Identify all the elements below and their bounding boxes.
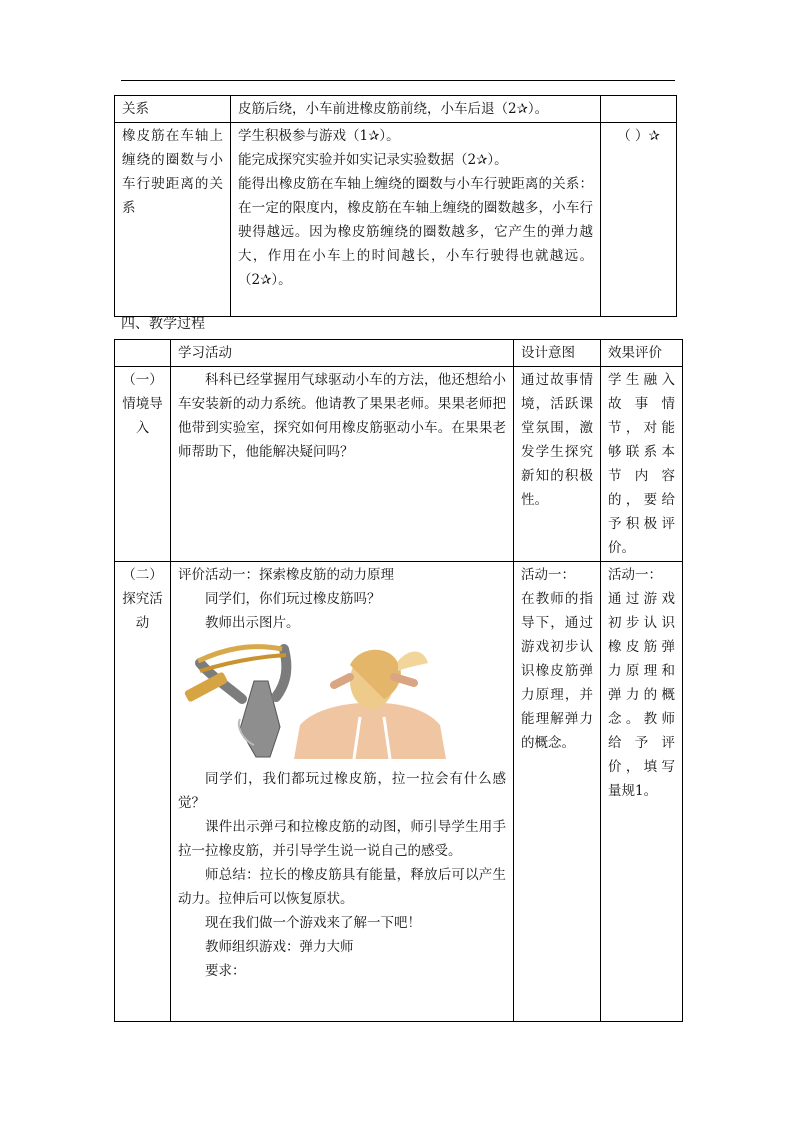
teaching-process-table	[114, 339, 683, 1022]
activity-paragraph: 现在我们做一个游戏来了解一下吧！	[205, 915, 421, 931]
evaluation-cell	[601, 562, 683, 1022]
table-header-row	[115, 340, 683, 367]
intent-cell	[514, 562, 601, 1022]
column-header	[115, 340, 171, 367]
table-row	[115, 562, 683, 1022]
intent-cell: 通过故事情境，活跃课堂氛围，激发学生探究新知的积极性。	[514, 367, 601, 562]
evaluation-heading: 活动一：	[608, 567, 662, 583]
activity-paragraph: 师总结：拉长的橡皮筋具有能量，释放后可以产生动力。拉伸后可以恢复原状。	[178, 867, 506, 907]
activity-images	[184, 641, 506, 759]
activity-cell	[171, 562, 514, 1022]
column-header: 设计意图	[514, 340, 601, 367]
rubric-score-cell: （ ）✰	[601, 123, 677, 317]
evaluation-cell: 学生融入故事情节，对能够联系本节内容的，要给予积极评价。	[601, 367, 683, 562]
section-title: 四、教学过程	[121, 316, 205, 332]
criteria-line: 学生积极参与游戏（1✰）。	[238, 128, 400, 144]
table-row	[115, 123, 677, 317]
evaluation-rubric-table	[114, 95, 677, 317]
evaluation-text: 通过游戏初步认识橡皮筋弹力原理和弹力的概念。教师给予评价，填写量规1。	[608, 591, 675, 799]
activity-paragraph: 同学们，我们都玩过橡皮筋，拉一拉会有什么感觉？	[178, 771, 506, 811]
table-row	[115, 96, 677, 123]
slingshot-image	[184, 647, 286, 757]
activity-title: 评价活动一：探索橡皮筋的动力原理	[178, 567, 394, 583]
activity-paragraph: 课件出示弹弓和拉橡皮筋的动图，师引导学生用手拉一拉橡皮筋，并引导学生说一说自己的感受。	[178, 819, 506, 859]
criteria-line: 能得出橡皮筋在车轴上缠绕的圈数与小车行驶距离的关系：在一定的限度内，橡皮筋在车轴上缠绕的圈数越多，小车行驶得越远。因为橡皮筋缠绕的圈数越多，它产生的弹力越大，作用在小车上的时间越长，小车行驶得也就越远。（2✰）。	[238, 176, 593, 288]
rubric-criteria-cell	[231, 123, 601, 317]
activity-paragraph: 要求：	[205, 963, 246, 979]
rubric-item-cell: 关系	[115, 96, 231, 123]
stage-cell: （一）情境导入	[115, 367, 171, 562]
intent-heading: 活动一：	[521, 567, 575, 583]
intent-text: 在教师的指导下，通过游戏初步认识橡皮筋弹力原理，并能理解弹力的概念。	[521, 591, 593, 751]
rubberband-person-image	[294, 650, 446, 759]
activity-paragraph: 教师组织游戏：弹力大师	[205, 939, 354, 955]
rubric-criteria-cell: 皮筋后绕，小车前进橡皮筋前绕，小车后退（2✰）。	[231, 96, 601, 123]
criteria-line: 能完成探究实验并如实记录实验数据（2✰）。	[238, 152, 508, 168]
table-row	[115, 367, 683, 562]
column-header: 效果评价	[601, 340, 683, 367]
activity-paragraph: 教师出示图片。	[205, 615, 300, 631]
stage-cell: （二）探究活动	[115, 562, 171, 1022]
activity-paragraph: 同学们，你们玩过橡皮筋吗？	[205, 591, 381, 607]
activity-cell	[171, 367, 514, 562]
slingshot-and-rubberband-illustration	[184, 641, 504, 759]
rubric-score-cell	[601, 96, 677, 123]
activity-paragraph: 科科已经掌握用气球驱动小车的方法，他还想给小车安装新的动力系统。他请教了果果老师。果果老师把他带到实验室，探究如何用橡皮筋驱动小车。在果果老师帮助下，他能解决疑问吗？	[178, 372, 506, 460]
header-rule	[121, 80, 675, 81]
rubric-item-cell: 橡皮筋在车轴上缠绕的圈数与小车行驶距离的关系	[115, 123, 231, 317]
column-header: 学习活动	[171, 340, 514, 367]
